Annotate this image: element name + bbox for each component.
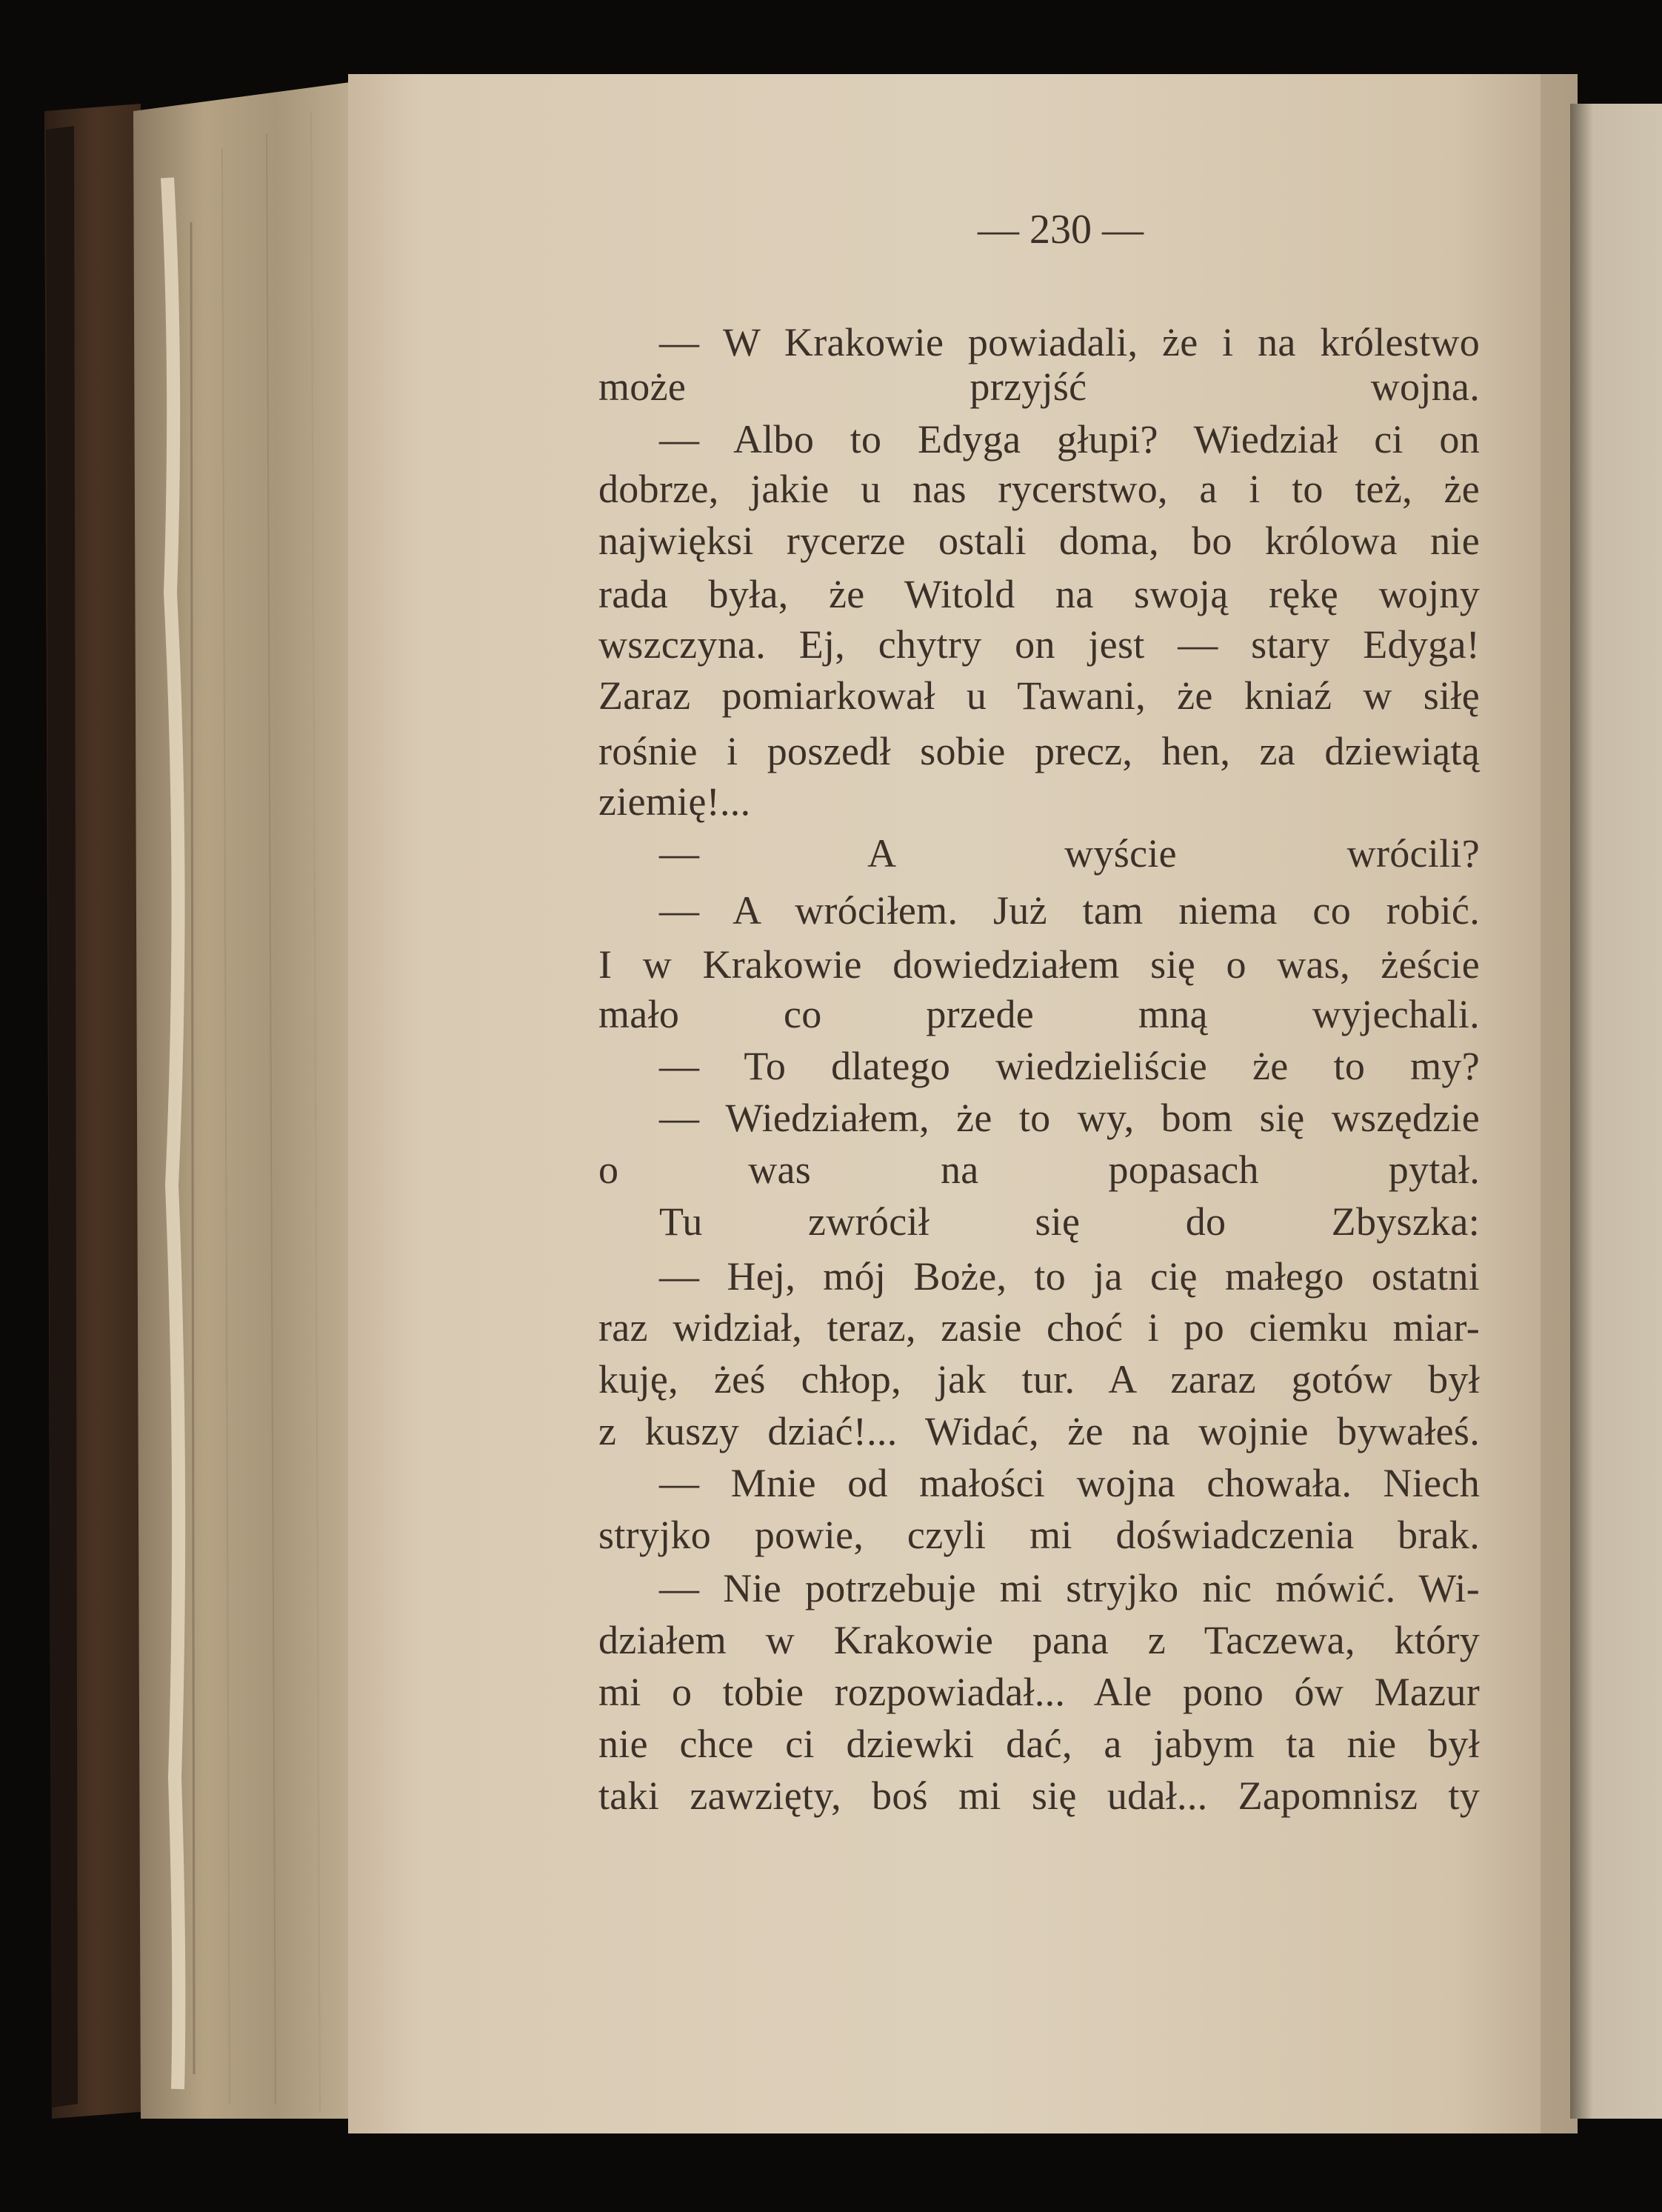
background-top xyxy=(0,0,1662,74)
text-line: ziemię!... xyxy=(598,779,751,824)
text-line: — W Krakowie powiadali, że i na królestwo xyxy=(659,320,1480,364)
text-line: — Mnie od małości wojna chowała. Niech xyxy=(659,1461,1480,1505)
text-line: — Albo to Edyga głupi? Wiedział ci on xyxy=(659,417,1480,462)
text-line: Zaraz pomiarkował u Tawani, że kniaź w siłę xyxy=(598,673,1480,718)
text-line: z kuszy dziać!... Widać, że na wojnie bywałeś. xyxy=(598,1409,1480,1453)
text-line: mi o tobie rozpowiadał... Ale pono ów Mazur xyxy=(598,1670,1480,1714)
text-line: — A wróciłem. Już tam niema co robić. xyxy=(659,888,1480,933)
text-line: — Hej, mój Boże, to ja cię małego ostatni xyxy=(659,1254,1480,1299)
text-line: najwięksi rycerze ostali doma, bo królowa nie xyxy=(598,519,1480,563)
book-cover-left xyxy=(44,104,148,2119)
text-line: wszczyna. Ej, chytry on jest — stary Edyga! xyxy=(598,622,1480,667)
text-line: może przyjść wojna. xyxy=(598,364,1480,409)
text-line: rada była, że Witold na swoją rękę wojny xyxy=(598,572,1480,616)
text-line: kuję, żeś chłop, jak tur. A zaraz gotów był xyxy=(598,1357,1480,1402)
text-line: taki zawzięty, boś mi się udał... Zapomnisz ty xyxy=(598,1773,1480,1818)
text-line: — Wiedziałem, że to wy, bom się wszędzie xyxy=(659,1096,1480,1140)
text-line: działem w Krakowie pana z Taczewa, który xyxy=(598,1618,1480,1662)
text-line: stryjko powie, czyli mi doświadczenia brak. xyxy=(598,1513,1480,1557)
text-line: — Nie potrzebuje mi stryjko nic mówić. Wi- xyxy=(659,1566,1480,1610)
text-line: nie chce ci dziewki dać, a jabym ta nie był xyxy=(598,1722,1480,1766)
text-line: rośnie i poszedł sobie precz, hen, za dziewiątą xyxy=(598,729,1480,773)
text-line: — To dlatego wiedzieliście że to my? xyxy=(659,1044,1480,1088)
facing-page-edge xyxy=(1570,104,1662,2119)
text-line: mało co przede mną wyjechali. xyxy=(598,992,1480,1036)
text-line: o was na popasach pytał. xyxy=(598,1147,1480,1192)
text-line: dobrze, jakie u nas rycerstwo, a i to też, że xyxy=(598,467,1480,511)
text-line: — A wyście wrócili? xyxy=(659,831,1480,876)
text-line: raz widział, teraz, zasie choć i po ciemku miar- xyxy=(598,1305,1480,1350)
text-line: I w Krakowie dowiedziałem się o was, żeście xyxy=(598,942,1480,987)
page-paper xyxy=(348,74,1578,2133)
text-line: Tu zwrócił się do Zbyszka: xyxy=(659,1199,1480,1244)
page-stack-edge xyxy=(133,81,370,2119)
page-number: — 230 — xyxy=(978,207,1144,253)
background-bottom xyxy=(0,2133,1662,2212)
